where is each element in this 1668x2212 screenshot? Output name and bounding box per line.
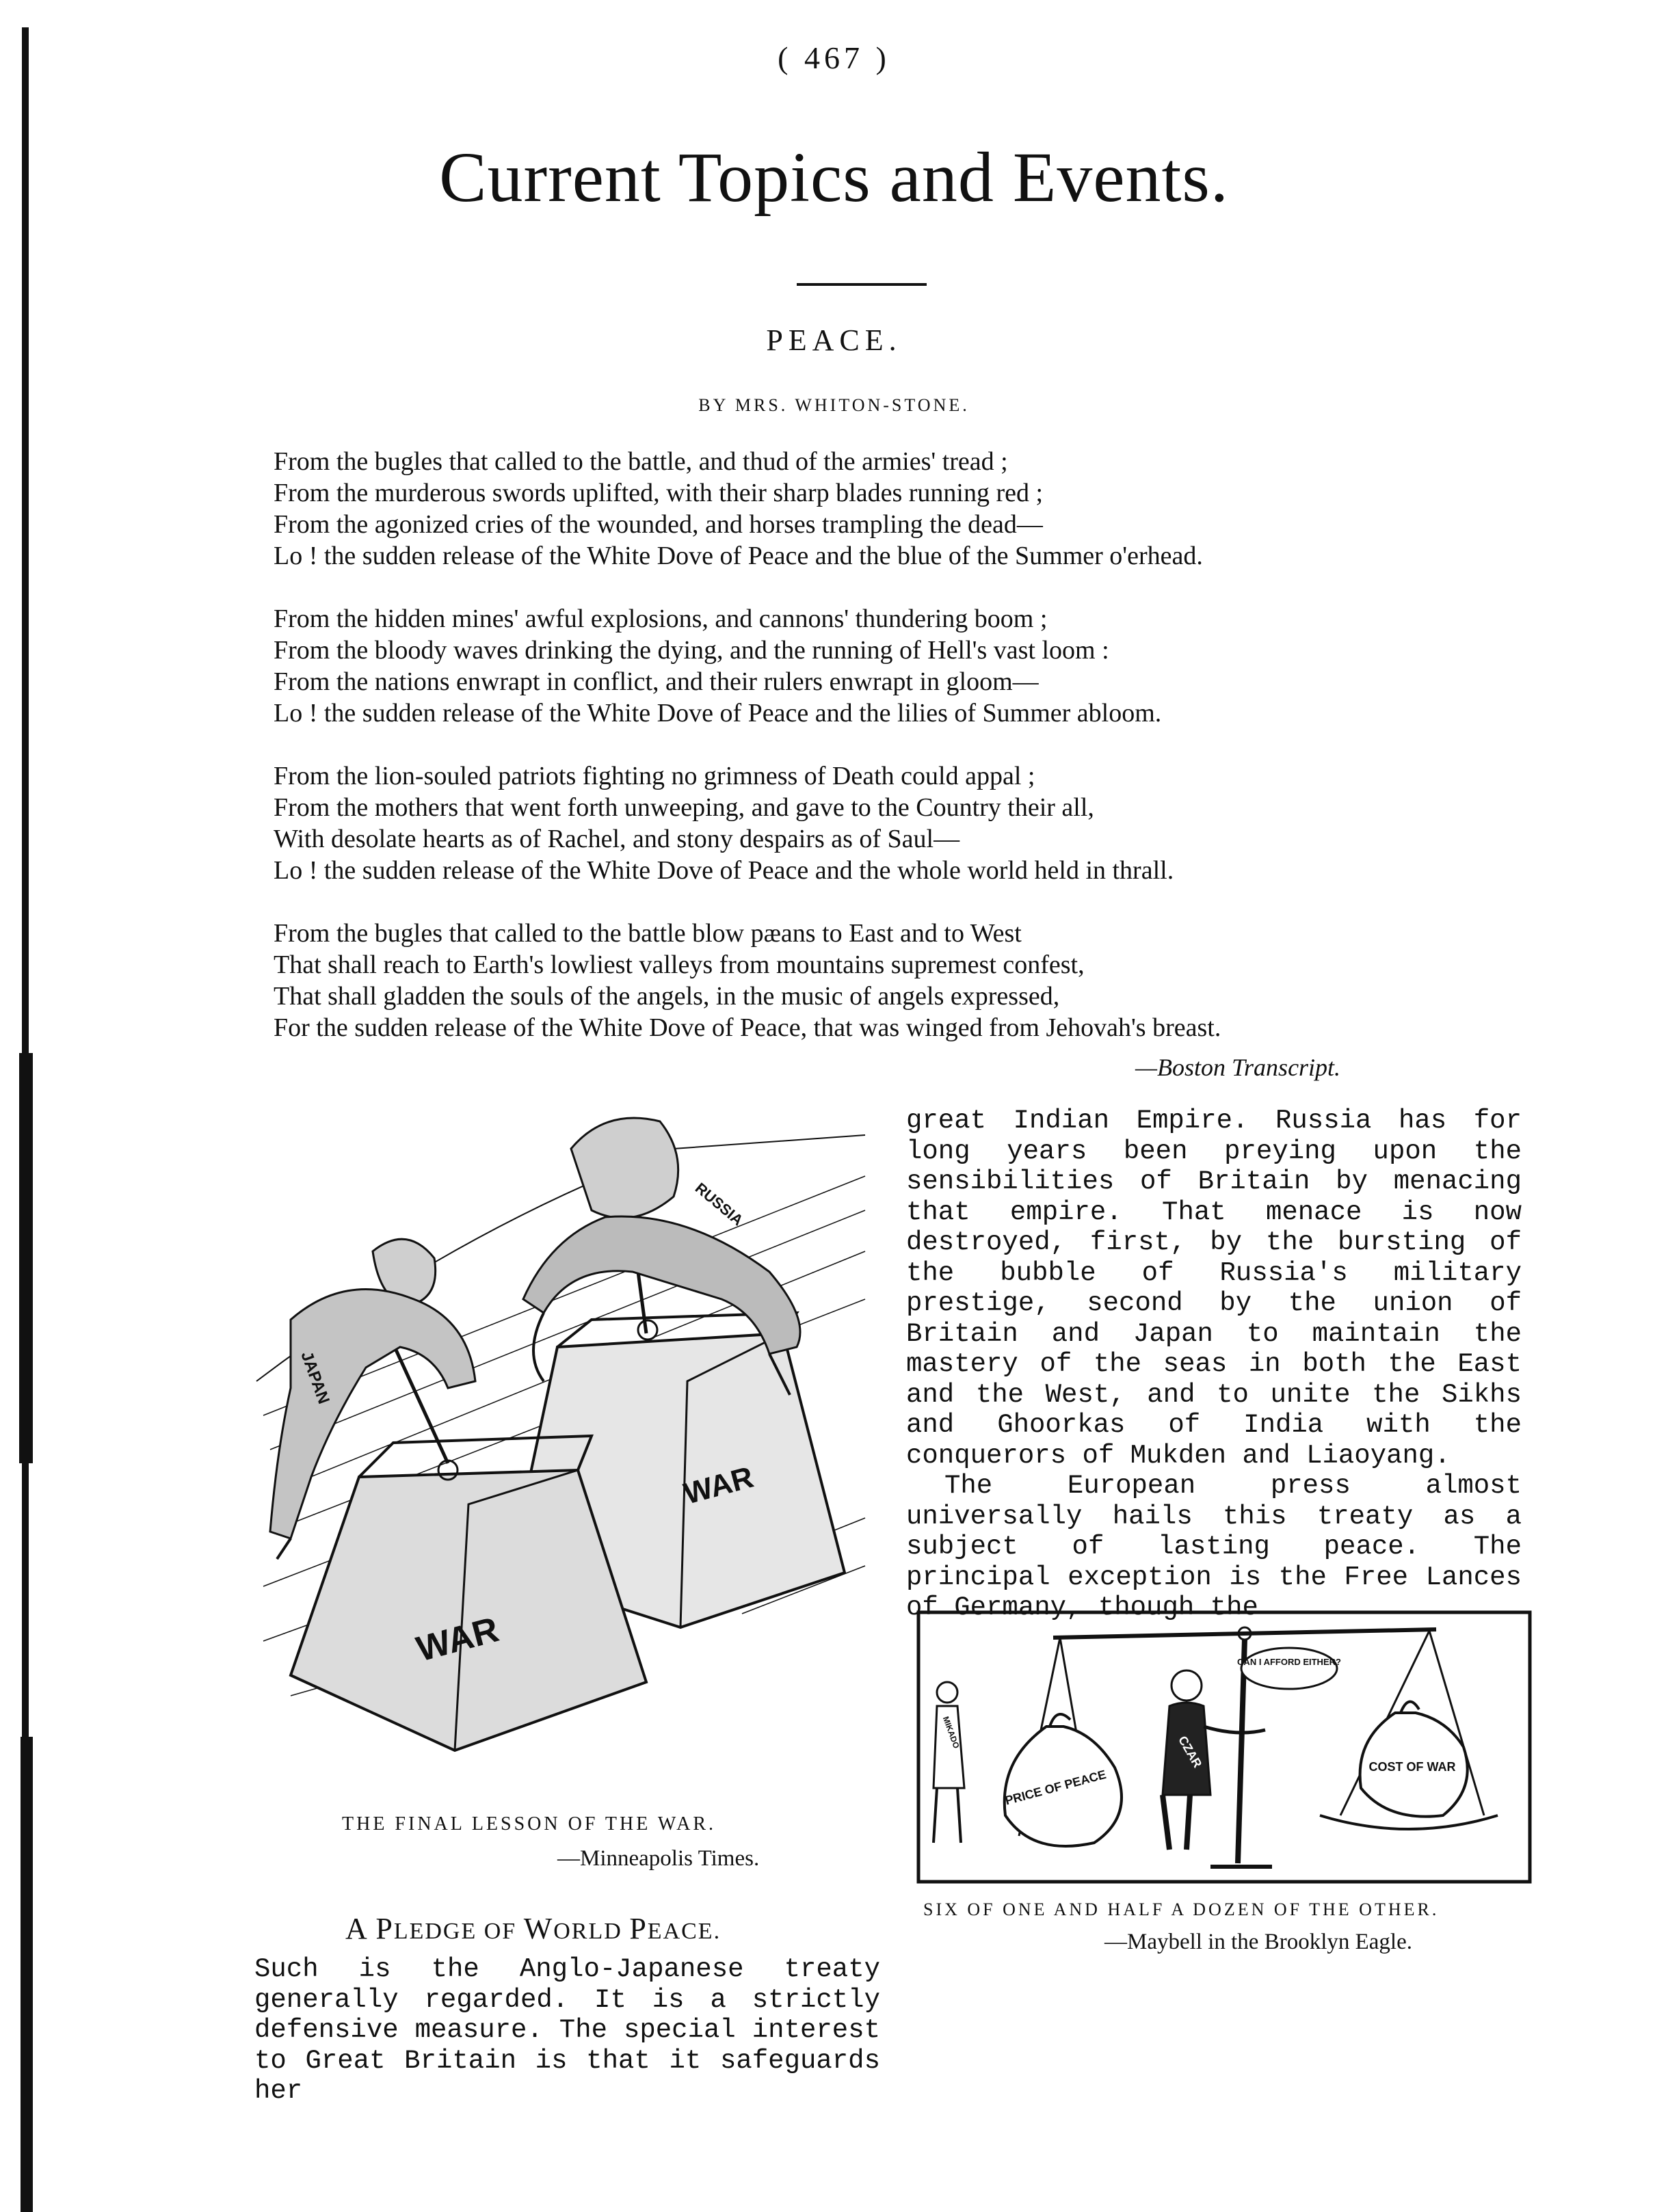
poem-stanza-4 — [274, 918, 1525, 1043]
cartoon-six-of-one — [916, 1610, 1532, 1884]
page-number: ( 467 ) — [778, 40, 890, 75]
section-heading: A PLEDGE OF WORLD PEACE. — [345, 1912, 722, 1945]
label-cost-of-war: COST OF WAR — [1368, 1760, 1456, 1774]
poem-stanza-2 — [274, 603, 1525, 729]
poem-line: From the bugles that called to the battle, and thud of the armies' tread ; — [274, 447, 1008, 476]
label-japan: JAPAN — [297, 1348, 333, 1407]
label-war-front: WAR — [412, 1610, 503, 1670]
cartoon-right-caption: SIX OF ONE AND HALF A DOZEN OF THE OTHER. — [923, 1900, 1440, 1919]
cartoon-right-credit: —Maybell in the Brooklyn Eagle. — [1104, 1930, 1412, 1954]
poem-line: With desolate hearts as of Rachel, and stony despairs as of Saul— — [274, 825, 960, 853]
poem-stanza-1 — [274, 446, 1525, 572]
poem-line: From the hidden mines' awful explosions, and cannons' thundering boom ; — [274, 604, 1048, 633]
cartoon-left-caption: THE FINAL LESSON OF THE WAR. — [342, 1813, 717, 1835]
article-paragraph: Such is the Anglo-Japanese treaty generally regarded. It is a strictly defensive measure. The special interest to Great Britain is that it safeguards her — [254, 1954, 880, 2106]
article-paragraph: The European press almost universally hails this treaty as a subject of lasting peace. The principal exception is the Free Lances of Germany, though the — [906, 1471, 1522, 1623]
speech-bubble-text: CAN I AFFORD EITHER? — [1237, 1657, 1341, 1667]
article-column-left — [254, 1954, 880, 2107]
poem-line: Lo ! the sudden release of the White Dove of Peace and the whole world held in thrall. — [274, 856, 1174, 885]
poem-source: —Boston Transcript. — [1135, 1054, 1341, 1081]
article-column-right — [906, 1106, 1522, 1623]
cartoon-left-credit: —Minneapolis Times. — [557, 1846, 760, 1871]
poem-byline: BY MRS. WHITON-STONE. — [698, 395, 970, 415]
poem-line: That shall reach to Earth's lowliest valleys from mountains supremest confest, — [274, 950, 1085, 979]
poem-line: From the bloody waves drinking the dying, and the running of Hell's vast loom : — [274, 636, 1109, 665]
title-rule — [797, 283, 927, 286]
label-war-back: WAR — [680, 1460, 757, 1511]
poem-line: Lo ! the sudden release of the White Dove of Peace and the blue of the Summer o'erhead. — [274, 542, 1203, 570]
page-title: Current Topics and Events. — [439, 138, 1229, 217]
poem-stanza-3 — [274, 760, 1525, 886]
poem-title: PEACE. — [766, 323, 902, 357]
cartoon-final-lesson — [250, 1094, 872, 1778]
label-price-of-peace: PRICE OF PEACE — [1003, 1767, 1108, 1808]
label-russia: RUSSIA — [691, 1179, 747, 1229]
poem-line: Lo ! the sudden release of the White Dove of Peace and the lilies of Summer abloom. — [274, 699, 1162, 728]
label-mikado: MIKADO — [940, 1715, 962, 1750]
label-czar: CZAR — [1176, 1733, 1205, 1770]
poem-line: From the mothers that went forth unweeping, and gave to the Country their all, — [274, 793, 1094, 822]
poem-line: That shall gladden the souls of the angels, in the music of angels expressed, — [274, 982, 1060, 1011]
poem-line: From the lion-souled patriots fighting no grimness of Death could appal ; — [274, 762, 1035, 790]
poem-line: From the agonized cries of the wounded, and horses trampling the dead— — [274, 510, 1043, 539]
article-paragraph: great Indian Empire. Russia has for long years been preying upon the sensibilities of Britain by menacing that empire. That menace is now destroyed, first, by the bursting of the bubble of Russia's military prestige, second by the union of Britain and Japan to maintain the mastery of the seas in both the East and the West, and to unite the Sikhs and Ghoorkas of India with the conquerors of Mukden and Liaoyang. — [906, 1106, 1522, 1471]
poem-line: From the nations enwrapt in conflict, and their rulers enwrapt in gloom— — [274, 667, 1039, 696]
poem-line: From the bugles that called to the battle blow pæans to East and to West — [274, 919, 1022, 948]
poem-line: For the sudden release of the White Dove of Peace, that was winged from Jehovah's breast. — [274, 1013, 1221, 1042]
poem-line: From the murderous swords uplifted, with their sharp blades running red ; — [274, 479, 1044, 507]
